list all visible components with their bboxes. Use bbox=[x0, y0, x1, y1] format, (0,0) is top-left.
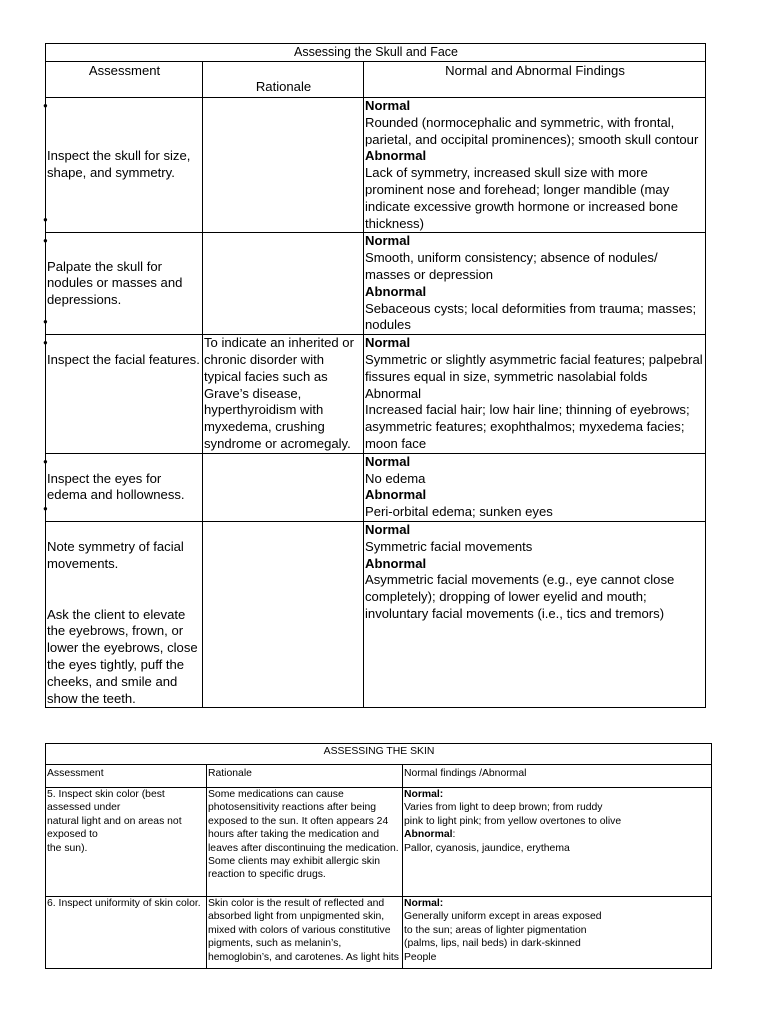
skull-table-title: Assessing the Skull and Face bbox=[46, 44, 706, 62]
abnormal-text: Sebaceous cysts; local deformities from trauma; masses; nodules bbox=[365, 300, 697, 333]
header-findings: Normal findings /Abnormal bbox=[403, 765, 712, 788]
bullet-marker: ● bbox=[43, 338, 48, 348]
header-assessment: Assessment bbox=[46, 62, 203, 98]
rationale-cell bbox=[203, 233, 364, 335]
header-rationale: Rationale bbox=[207, 765, 403, 788]
normal-label: Normal bbox=[365, 233, 411, 249]
normal-label: Normal bbox=[365, 521, 411, 537]
rationale-cell bbox=[203, 98, 364, 233]
assessment-cell bbox=[43, 453, 203, 521]
assessment-cell bbox=[46, 521, 203, 707]
findings-cell bbox=[364, 453, 706, 521]
findings-cell bbox=[364, 233, 706, 335]
rationale-cell bbox=[203, 453, 364, 521]
table-row bbox=[46, 521, 706, 707]
normal-text: Smooth, uniform consistency; absence of nodules/ masses or depression bbox=[365, 250, 658, 282]
skin-table-title: ASSESSING THE SKIN bbox=[46, 744, 712, 765]
rationale-cell: Some medications can cause photosensitivity reactions after being exposed to the sun. It often appears 24 hours after taking the medication and leaves after discontinuing the medication. Some clients may exhibit allergic skin reaction to specific drugs. bbox=[207, 788, 403, 897]
assessment-text: Inspect the skull for size, shape, and symmetry. bbox=[47, 148, 191, 181]
abnormal-text: Pallor, cyanosis, jaundice, erythema bbox=[404, 842, 570, 854]
normal-label: Normal bbox=[365, 453, 411, 469]
abnormal-label: Abnormal bbox=[404, 829, 453, 841]
findings-cell bbox=[364, 98, 706, 233]
abnormal-text: Increased facial hair; low hair line; thinning of eyebrows; asymmetric features; exophthalmos; myxedema facies; moon face bbox=[365, 402, 690, 451]
findings-cell bbox=[364, 335, 706, 454]
header-rationale: Rationale bbox=[203, 62, 364, 98]
table-row bbox=[46, 897, 712, 969]
assessment-text: Note symmetry of facial movements. bbox=[47, 538, 184, 571]
bullet-marker: ● bbox=[43, 503, 48, 513]
table-row bbox=[46, 335, 706, 454]
assessment-instructions: Ask the client to elevate the eyebrows, frown, or lower the eyebrows, close the eyes tightly, puff the cheeks, and smile and show the teeth. bbox=[47, 606, 198, 706]
normal-text: No edema bbox=[365, 470, 426, 486]
normal-text: Symmetric facial movements bbox=[365, 538, 533, 554]
normal-label: Normal: bbox=[404, 789, 444, 800]
rationale-cell: Skin color is the result of reflected and absorbed light from unpigmented skin, mixed with colors of various constitutive pigments, such as melanin’s, hemoglobin’s, and carotenes. As light hits bbox=[207, 897, 403, 969]
abnormal-label: Abnormal bbox=[365, 555, 427, 571]
table-row bbox=[46, 788, 712, 897]
assessment-cell: 6. Inspect uniformity of skin color. bbox=[46, 897, 207, 969]
abnormal-text: Lack of symmetry, increased skull size with more prominent nose and forehead; longer mandible (may indicate excessive growth hormone or increased bone thickness) bbox=[365, 165, 678, 231]
table-row bbox=[46, 98, 706, 233]
findings-cell bbox=[364, 521, 706, 707]
skin-table bbox=[45, 743, 712, 969]
findings-cell bbox=[403, 897, 712, 969]
assessment-text: Inspect the eyes for edema and hollowness. bbox=[47, 470, 185, 503]
rationale-cell: To indicate an inherited or chronic disorder with typical facies such as Grave’s disease, hyperthyroidism with myxedema, crushing syndrome or acromegaly. bbox=[203, 335, 364, 454]
normal-label: Normal bbox=[365, 335, 411, 351]
normal-label: Normal: bbox=[404, 898, 444, 909]
normal-text: Varies from light to deep brown; from ruddy pink to light pink; from yellow overtones to olive bbox=[404, 802, 622, 827]
normal-text: Rounded (normocephalic and symmetric, with frontal, parietal, and occipital prominences); smooth skull contour bbox=[365, 114, 699, 147]
normal-text: Symmetric or slightly asymmetric facial features; palpebral fissures equal in size, symmetric nasolabial folds bbox=[365, 351, 703, 384]
bullet-marker: ● bbox=[43, 215, 48, 225]
abnormal-label: Abnormal bbox=[365, 283, 427, 299]
assessment-cell bbox=[43, 98, 203, 233]
bullet-marker: ● bbox=[43, 456, 48, 466]
assessment-cell: 5. Inspect skin color (best assessed under natural light and on areas not exposed to the sun). bbox=[46, 788, 207, 897]
findings-cell bbox=[403, 788, 712, 897]
rationale-cell bbox=[203, 521, 364, 707]
assessment-cell bbox=[43, 335, 203, 454]
assessment-cell bbox=[43, 233, 203, 335]
header-findings: Normal and Abnormal Findings bbox=[364, 62, 706, 98]
abnormal-label: Abnormal bbox=[365, 487, 427, 503]
normal-text: Generally uniform except in areas exposed to the sun; areas of lighter pigmentation (palms, lips, nail beds) in dark-skinned People bbox=[404, 911, 602, 963]
normal-label: Normal bbox=[365, 98, 411, 113]
assessment-text: Palpate the skull for nodules or masses and depressions. bbox=[47, 258, 183, 308]
bullet-marker: ● bbox=[43, 236, 48, 246]
bullet-marker: ● bbox=[43, 317, 48, 327]
assessment-text: Inspect the facial features. bbox=[47, 352, 200, 368]
bullet-marker: ● bbox=[43, 101, 48, 110]
table-row bbox=[46, 453, 706, 521]
header-assessment: Assessment bbox=[46, 765, 207, 788]
abnormal-text: Peri-orbital edema; sunken eyes bbox=[365, 504, 553, 520]
abnormal-label: Abnormal bbox=[365, 385, 422, 401]
abnormal-text: Asymmetric facial movements (e.g., eye cannot close completely); dropping of lower eyelid and mouth; involuntary facial movements (i.e., tics and tremors) bbox=[365, 572, 675, 621]
skull-face-table bbox=[45, 43, 706, 708]
abnormal-colon: : bbox=[452, 829, 456, 841]
table-row bbox=[46, 233, 706, 335]
abnormal-label: Abnormal bbox=[365, 148, 427, 164]
